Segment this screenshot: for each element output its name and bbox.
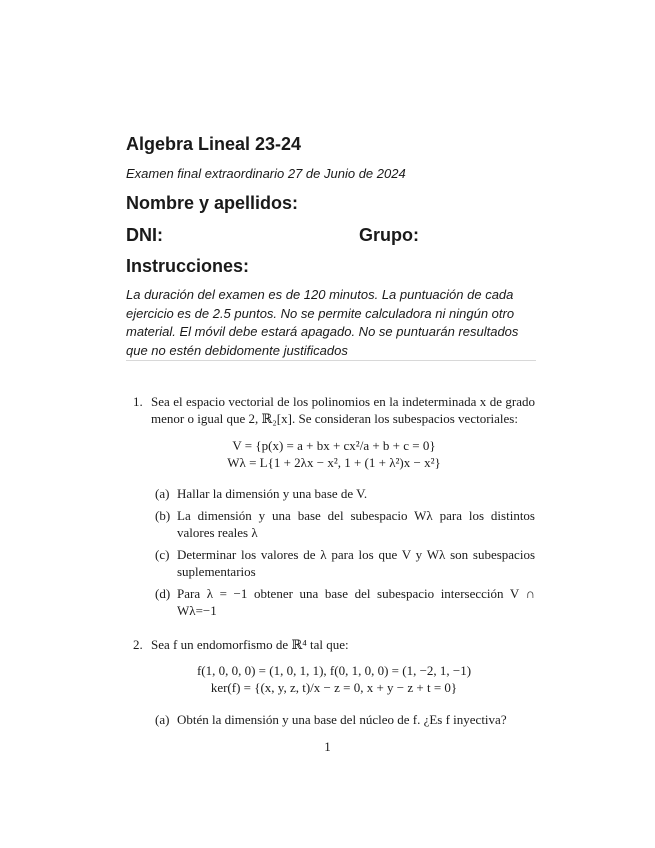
problem-1-part-a — [155, 485, 535, 502]
problem-2-equation-ker: ker(f) = {(x, y, z, t)/x − z = 0, x + y − z + t = 0} — [210, 680, 458, 695]
instructions-line: material. El móvil debe estará apagado. No se puntuarán resultados — [126, 324, 519, 339]
part-text: Hallar la dimensión y una base de V. — [177, 486, 368, 501]
problem-1-parts — [133, 485, 535, 619]
part-label: (c) — [155, 547, 170, 562]
problem-2-parts — [133, 711, 535, 728]
problem-1-part-b — [155, 507, 535, 541]
problem-2-number: 2. — [133, 637, 143, 652]
problem-2-equation-f: f(1, 0, 0, 0) = (1, 0, 1, 1), f(0, 1, 0, 0) = (1, −2, 1, −1) — [196, 663, 472, 678]
problem-2-statement — [133, 636, 535, 653]
instructions-line: La duración del examen es de 120 minutos. La puntuación de cada — [126, 287, 514, 302]
part-label: (d) — [155, 586, 171, 601]
problem-1-equation-w: Wλ = L{1 + 2λx − x², 1 + (1 + λ²)x − x²} — [227, 455, 441, 470]
problem-2-text: Sea f un endomorfismo de ℝ⁴ tal que: — [151, 637, 349, 652]
part-label: (b) — [155, 508, 171, 523]
part-text: La dimensión y una base del subespacio Wλ para los distintos valores reales λ — [177, 508, 535, 540]
problem-1 — [133, 393, 535, 619]
part-text: Para λ = −1 obtener una base del subespacio intersección V ∩ Wλ=−1 — [177, 586, 535, 618]
dni-label: DNI: — [126, 225, 163, 245]
problem-1-statement — [133, 393, 535, 427]
part-label: (a) — [155, 712, 170, 727]
part-text: Obtén la dimensión y una base del núcleo de f. ¿Es f inyectiva? — [177, 712, 507, 727]
problem-1-part-d — [155, 585, 535, 619]
problem-2-part-a — [155, 711, 535, 728]
instructions-title: Instrucciones: — [126, 256, 250, 276]
exam-subtitle: Examen final extraordinario 27 de Junio de 2024 — [126, 166, 406, 181]
name-label: Nombre y apellidos: — [126, 193, 299, 213]
page-number: 1 — [324, 739, 331, 754]
part-label: (a) — [155, 486, 170, 501]
instructions-line: que no estén debidomente justificados — [126, 342, 348, 358]
instructions-text — [126, 286, 546, 360]
instructions-line: ejercicio es de 2.5 puntos. No se permite calculadora ni ningún otro — [126, 305, 515, 321]
problem-1-number: 1. — [133, 394, 143, 409]
problem-1-text: Sea el espacio vectorial de los polinomios en la indeterminada x de grado menor o igual que 2, ℝ₂[x]. Se consideran los subespacios vectoriales: — [151, 394, 535, 426]
header-divider — [126, 360, 536, 361]
problem-1-part-c — [155, 546, 535, 580]
group-label: Grupo: — [359, 225, 419, 245]
problem-2 — [133, 636, 535, 728]
part-text: Determinar los valores de λ para los que V y Wλ son subespacios suplementarios — [177, 547, 535, 579]
problem-1-equation-v: V = {p(x) = a + bx + cx²/a + b + c = 0} — [232, 438, 436, 453]
course-title: Algebra Lineal 23-24 — [126, 134, 302, 154]
